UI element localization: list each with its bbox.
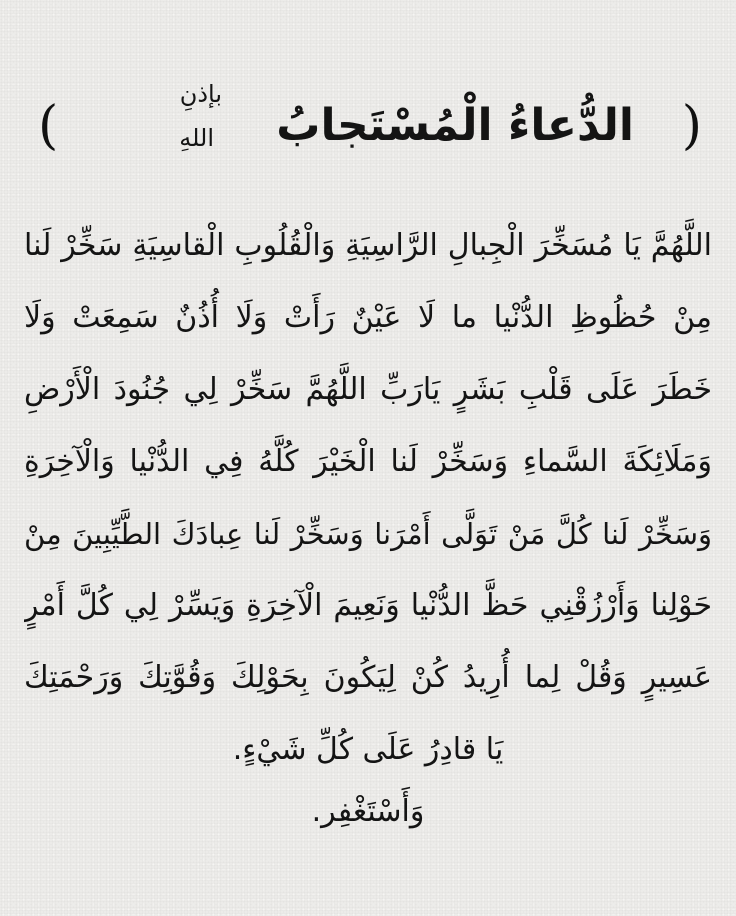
bi-idhn-allah <box>122 82 232 192</box>
dua-line-8: يَا قادِرُ عَلَى كُلِّ شَيْءٍ. <box>232 732 504 767</box>
dua-line-4: وَمَلَائِكَةَ السَّماءِ وَسَخِّرْ لَنا الْخَيْرَ كُلَّهُ فِي الدُّنْيا وَالْآخِرَةِ <box>24 444 712 479</box>
title-row <box>30 82 706 202</box>
dua-line-7: عَسِيرٍ وَقُلْ لِما أُرِيدُ كُنْ لِيَكُونَ بِحَوْلِكَ وَقُوَّتِكَ وَرَحْمَتِكَ <box>24 660 712 695</box>
dua-line-2: مِنْ حُظُوظِ الدُّنْيا ما لَا عَيْنٌ رَأَتْ وَلَا أُذُنٌ سَمِعَتْ وَلَا <box>24 300 712 335</box>
close-parenthesis: ) <box>38 96 59 156</box>
closing-line: وَأَسْتَغْفِر. <box>311 794 425 829</box>
open-parenthesis: ( <box>681 96 702 156</box>
dua-line-1: اللَّهُمَّ يَا مُسَخِّرَ الْجِبالِ الرَّاسِيَةِ وَالْقُلُوبِ الْقاسِيَةِ سَخِّرْ لَنا <box>24 228 712 263</box>
dua-body <box>24 210 712 846</box>
page-title: الدُّعاءُ الْمُسْتَجابُ <box>276 100 634 151</box>
dua-line-3: خَطَرَ عَلَى قَلْبِ بَشَرٍ يَارَبِّ اللَّهُمَّ سَخِّرْ لِي جُنُودَ الْأَرْضِ <box>24 372 712 407</box>
bi-idhn-word: بإذنِ <box>179 80 222 108</box>
dua-line-6: حَوْلِنا وَأَرْزُقْنِي حَظَّ الدُّنْيا وَنَعِيمَ الْآخِرَةِ وَيَسِّرْ لِي كُلَّ أَمْرٍ <box>24 588 712 623</box>
allah-word: اللهِ <box>179 124 214 152</box>
dua-line-5: وَسَخِّرْ لَنا كُلَّ مَنْ تَوَلَّى أَمْرَنا وَسَخِّرْ لَنا عِبادَكَ الطَّيِّبِينَ مِنْ <box>24 517 712 551</box>
